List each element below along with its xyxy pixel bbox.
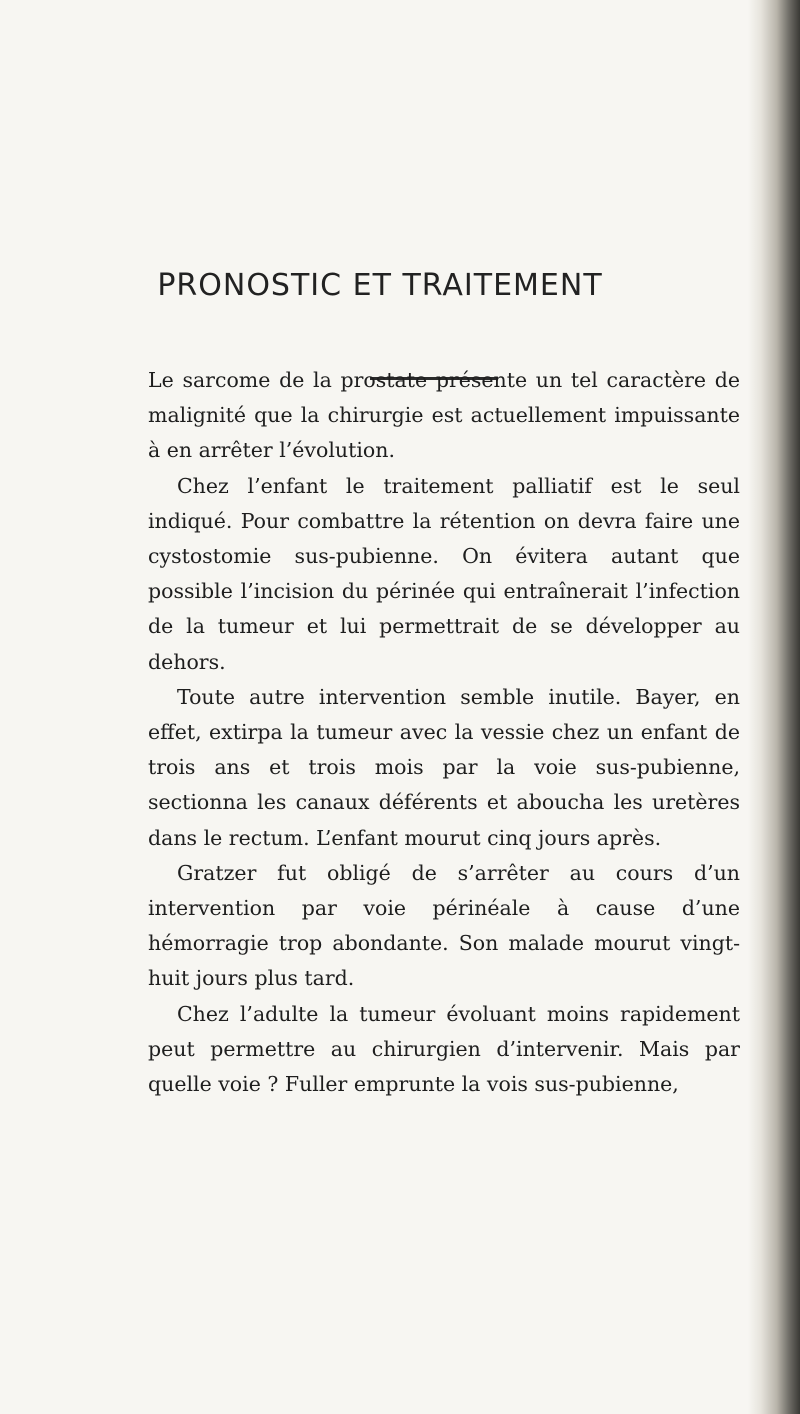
paragraph-4: Gratzer fut obligé de s’arrêter au cours d’un intervention par voie périnéale à cause d’une hémorragie trop abondante. Son malade mourut vingt-huit jours plus tard. xyxy=(148,860,740,991)
paragraph-2: Chez l’enfant le traitement palliatif est le seul indiqué. Pour combattre la rétention on devra faire une cystostomie sus-pubienne. On évitera autant que possible l’incision du périnée qui entraînerait l’infection de la tumeur et lui permettrait de se développer au dehors. xyxy=(148,473,740,674)
paragraph-5: Chez l’adulte la tumeur évoluant moins rapidement peut permettre au chirurgien d’intervenir. Mais par quelle voie ? Fuller emprunte la vois sus-pubienne, xyxy=(148,1001,740,1097)
paragraph-1: Le sarcome de la prostate présente un tel caractère de malignité que la chirurgie est actuellement impuissante à en arrêter l’évolution. xyxy=(148,368,740,463)
chapter-heading: PRONOSTIC ET TRAITEMENT xyxy=(157,268,603,303)
binding-edge-shadow xyxy=(748,0,800,1414)
paragraph-3: Toute autre intervention semble inutile. Bayer, en effet, extirpa la tumeur avec la vessie chez un enfant de trois ans et trois mois par la voie sus-pubienne, sectionna les canaux déférents et aboucha les uretères dans le rectum. L’enfant mourut cinq jours après. xyxy=(148,684,740,850)
body-text xyxy=(148,363,740,1102)
